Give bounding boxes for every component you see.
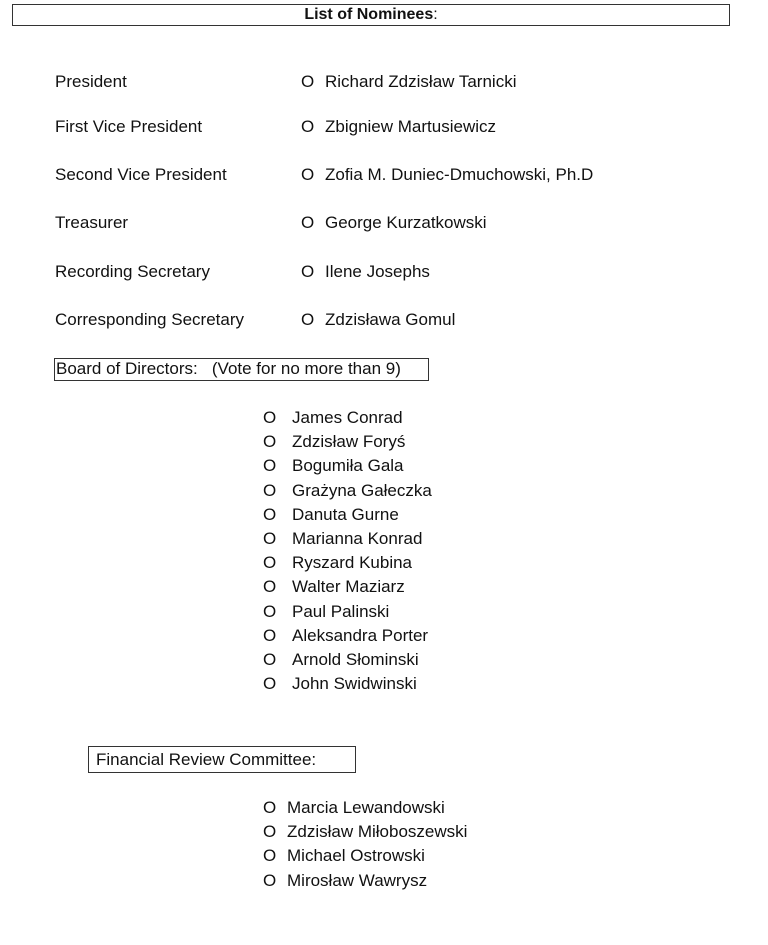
list-item[interactable]	[263, 624, 432, 648]
vote-bubble[interactable]: O	[263, 870, 277, 890]
nominee-name: Grażyna Gałeczka	[292, 480, 432, 500]
nominee-name: Marianna Konrad	[292, 528, 423, 548]
vote-bubble[interactable]: O	[301, 72, 315, 91]
vote-option[interactable]	[301, 212, 487, 234]
nominee-name: James Conrad	[292, 408, 403, 427]
list-item[interactable]	[263, 406, 432, 430]
list-item[interactable]	[263, 575, 432, 599]
page-title-colon: :	[433, 6, 438, 23]
nominee-name: Paul Palinski	[292, 601, 390, 621]
list-item[interactable]	[263, 844, 467, 868]
office-label: President	[55, 72, 127, 91]
list-item[interactable]	[263, 430, 432, 454]
vote-bubble[interactable]: O	[263, 822, 277, 842]
page-title-text: List of Nominees	[304, 6, 434, 23]
nominee-name: George Kurzatkowski	[325, 213, 487, 232]
list-item[interactable]	[263, 796, 467, 820]
nominee-name: Bogumiła Gala	[292, 456, 404, 476]
vote-bubble[interactable]: O	[263, 553, 277, 573]
vote-option[interactable]	[301, 309, 455, 331]
page-title	[12, 4, 730, 26]
list-item[interactable]	[263, 672, 432, 696]
vote-bubble[interactable]: O	[301, 310, 315, 329]
vote-option[interactable]	[301, 261, 430, 283]
office-row-second-vice-president	[55, 164, 735, 186]
board-of-directors-heading: Board of Directors: (Vote for no more than 9)	[54, 358, 429, 381]
vote-bubble[interactable]: O	[263, 577, 277, 597]
office-label: Corresponding Secretary	[55, 310, 244, 329]
financial-nominee-list	[263, 796, 467, 893]
vote-bubble[interactable]: O	[301, 117, 315, 136]
nominee-name: Zofia M. Duniec-Dmuchowski, Ph.D	[325, 165, 594, 184]
nominee-name: Richard Zdzisław Tarnicki	[325, 72, 517, 91]
vote-bubble[interactable]: O	[263, 456, 277, 476]
list-item[interactable]	[263, 479, 432, 503]
nominee-name: Zbigniew Martusiewicz	[325, 117, 496, 136]
vote-bubble[interactable]: O	[263, 601, 277, 621]
vote-bubble[interactable]: O	[263, 846, 277, 866]
vote-option[interactable]	[301, 71, 516, 93]
office-label: Second Vice President	[55, 165, 227, 184]
nominee-name: Danuta Gurne	[292, 504, 399, 524]
office-label: Treasurer	[55, 213, 129, 232]
vote-bubble[interactable]: O	[263, 504, 277, 524]
office-row-recording-secretary	[55, 261, 735, 283]
list-item[interactable]	[263, 869, 467, 893]
nominee-name: Zdzisław Foryś	[292, 432, 406, 452]
office-row-corresponding-secretary	[55, 309, 735, 331]
nominee-name: John Swidwinski	[292, 674, 417, 694]
list-item[interactable]	[263, 527, 432, 551]
nominee-name: Zdzisław Miłoboszewski	[287, 822, 468, 842]
vote-option[interactable]	[301, 164, 593, 186]
vote-bubble[interactable]: O	[301, 213, 315, 232]
vote-bubble[interactable]: O	[301, 262, 315, 281]
nominee-name: Aleksandra Porter	[292, 625, 429, 645]
financial-review-committee-heading: Financial Review Committee:	[88, 746, 356, 773]
office-label: First Vice President	[55, 117, 203, 136]
vote-bubble[interactable]: O	[301, 165, 315, 184]
vote-bubble[interactable]: O	[263, 432, 277, 452]
nominee-name: Ilene Josephs	[325, 262, 430, 281]
vote-bubble[interactable]: O	[263, 649, 277, 669]
vote-bubble[interactable]: O	[263, 798, 277, 817]
office-row-treasurer	[55, 212, 735, 234]
vote-bubble[interactable]: O	[263, 528, 277, 548]
nominee-name: Ryszard Kubina	[292, 553, 413, 573]
office-label: Recording Secretary	[55, 262, 210, 281]
vote-bubble[interactable]: O	[263, 480, 277, 500]
nominee-name: Arnold Słominski	[292, 649, 419, 669]
list-item[interactable]	[263, 648, 432, 672]
nominee-name: Zdzisława Gomul	[325, 310, 456, 329]
vote-option[interactable]	[301, 116, 496, 138]
nominee-name: Marcia Lewandowski	[287, 798, 445, 817]
list-item[interactable]	[263, 454, 432, 478]
office-row-president	[55, 71, 735, 93]
nominee-name: Mirosław Wawrysz	[287, 870, 428, 890]
list-item[interactable]	[263, 503, 432, 527]
vote-bubble[interactable]: O	[263, 408, 277, 427]
vote-bubble[interactable]: O	[263, 674, 277, 694]
office-row-first-vice-president	[55, 116, 735, 138]
list-item[interactable]	[263, 551, 432, 575]
board-nominee-list	[263, 406, 432, 696]
list-item[interactable]	[263, 820, 467, 844]
vote-bubble[interactable]: O	[263, 625, 277, 645]
list-item[interactable]	[263, 600, 432, 624]
nominee-name: Walter Maziarz	[292, 577, 405, 597]
nominee-name: Michael Ostrowski	[287, 846, 425, 866]
